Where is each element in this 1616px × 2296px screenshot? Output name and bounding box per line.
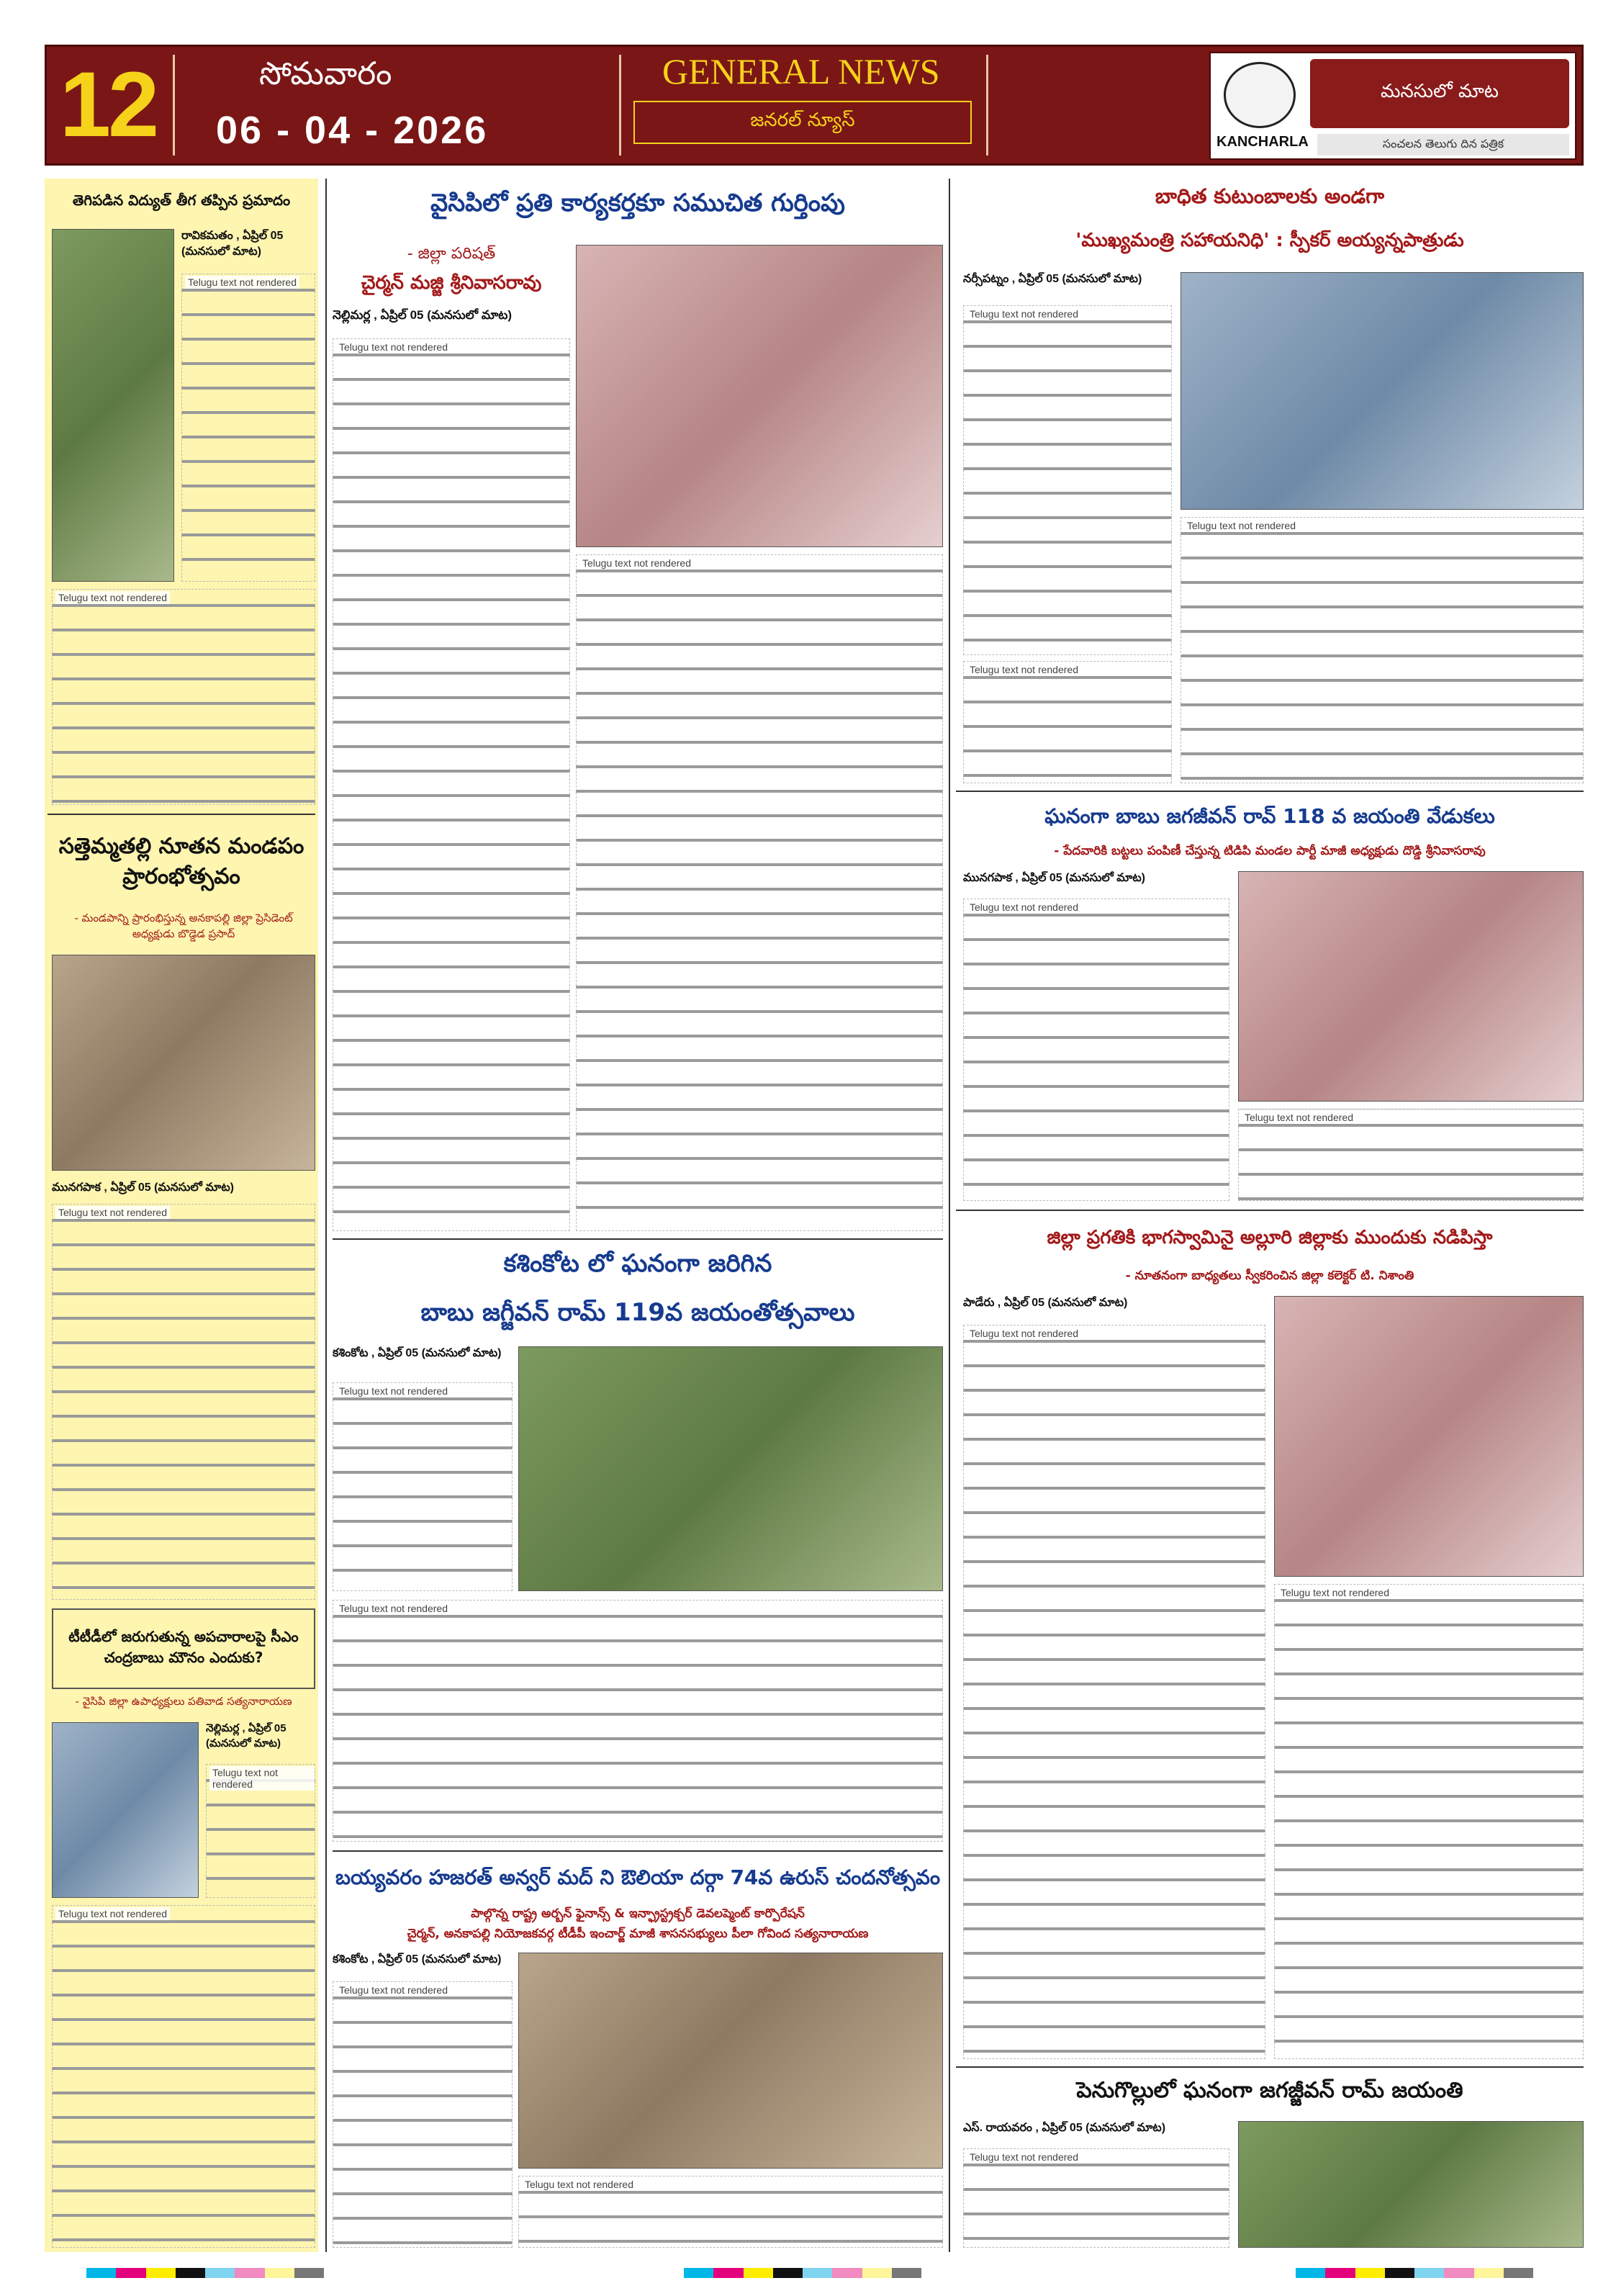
photo [518,1953,943,2169]
color-registration-bar [1296,2268,1533,2278]
photo [1274,1296,1584,1577]
subhead: - వైసిపి జిల్లా ఉపాధ్యక్షులు పతివాడ సత్యనారాయణ [75,1695,292,1708]
headline: బాబు జగ్జీవన్ రామ్ 119వ జయంతోత్సవాలు [420,1298,855,1327]
placeholder-label: Telugu text not rendered [209,1766,315,1791]
divider [956,2066,1584,2068]
photo [576,245,943,547]
article-body [963,1325,1265,2059]
placeholder-label: Telugu text not rendered [967,1327,1081,1340]
placeholder-label: Telugu text not rendered [1242,1111,1356,1124]
dateline: నెల్లిమర్ల , ఏప్రిల్ 05 (మనసులో మాట) [333,308,513,322]
masthead-logo: మనసులో మాట [1310,59,1569,128]
divider [333,1238,943,1240]
article-body [333,338,570,1231]
article-body [52,1204,315,1600]
placeholder-label: Telugu text not rendered [336,341,451,354]
masthead-tagline: సంచలన తెలుగు దిన పత్రిక [1317,134,1569,156]
dateline: పాడేరు , ఏప్రిల్ 05 (మనసులో మాట) [963,1297,1128,1309]
headline: బాధిత కుటుంబాలకు అండగా [1155,184,1385,208]
headline: పెనుగొల్లులో ఘనంగా జగజ్జీవన్ రామ్ జయంతి [1076,2078,1463,2103]
article-body [1181,517,1584,783]
founder-portrait-icon [1224,62,1296,128]
headline: తెగిపడిన విద్యుత్ తీగ తప్పిన ప్రమాదం [72,191,291,209]
placeholder-label: Telugu text not rendered [967,2151,1081,2164]
divider [956,791,1584,792]
column-rule [949,179,950,2252]
header-divider [986,55,988,156]
placeholder-label: Telugu text not rendered [336,1984,451,1996]
article-body [963,661,1172,783]
page-number: 12 [59,53,157,156]
headline: కశింకోట లో ఘనంగా జరిగిన [503,1249,772,1278]
placeholder-label: Telugu text not rendered [55,1907,170,1920]
placeholder-label: Telugu text not rendered [579,557,694,570]
header-date: 06 - 04 - 2026 [216,109,489,152]
placeholder-label: Telugu text not rendered [55,591,170,604]
dateline: రావికమతం , ఏప్రిల్ 05 (మనసులో మాట) [181,230,284,258]
dateline: మునగపాక , ఏప్రిల్ 05 (మనసులో మాట) [963,872,1146,884]
article-body [333,1382,513,1591]
header-divider [173,55,175,156]
photo [1181,272,1584,510]
dateline: ఎస్. రాయవరం , ఏప్రిల్ 05 (మనసులో మాట) [963,2122,1166,2134]
headline: 'ముఖ్యమంత్రి సహాయనిధి' : స్పీకర్ అయ్యన్నపాత్రుడు [1075,230,1464,251]
divider [48,814,315,815]
article-body [181,274,315,582]
placeholder-label: Telugu text not rendered [1184,519,1299,532]
article-body [963,899,1229,1201]
subhead: చైర్మన్, అనకాపల్లి నియోజకవర్గ టీడీపీ ఇంచార్జ్ మాజీ శాసనసభ్యులు పీలా గోవింద సత్యనారాయణ [407,1927,869,1941]
article-body [333,1981,513,2248]
photo [52,229,174,582]
placeholder-label: Telugu text not rendered [1278,1586,1392,1599]
placeholder-label: Telugu text not rendered [336,1602,451,1615]
dateline: కశింకోట , ఏప్రిల్ 05 (మనసులో మాట) [333,1347,502,1359]
photo [52,1722,199,1898]
article-body [963,2148,1229,2248]
placeholder-label: Telugu text not rendered [967,663,1081,676]
article-body [52,1905,315,2248]
divider [956,1210,1584,1211]
color-registration-bar [86,2268,324,2278]
headline: బయ్యవరం హజరత్ అన్వర్ మద్ ని ఔలియా దర్గా 74వ ఉరుస్ చందనోత్సవం [335,1865,941,1889]
headline: సత్తెమ్మతల్లి నూతన మండపం ప్రారంభోత్సవం [58,834,304,889]
placeholder-label: Telugu text not rendered [185,276,299,289]
article-body [576,554,943,1231]
photo [1238,2121,1584,2248]
placeholder-label: Telugu text not rendered [336,1385,451,1397]
dateline: నెల్లిమర్ల , ఏప్రిల్ 05 (మనసులో మాట) [206,1722,286,1750]
placeholder-label: Telugu text not rendered [967,307,1081,320]
placeholder-label: Telugu text not rendered [55,1206,170,1219]
headline: వైసిపిలో ప్రతి కార్యకర్తకూ సముచిత గుర్తింపు [430,189,845,217]
headline: జిల్లా ప్రగతికి భాగస్వామినై అల్లూరి జిల్లాకు ముందుకు నడిపిస్తా [1047,1227,1493,1248]
subhead: - జిల్లా పరిషత్ [407,245,496,263]
section-title-en: GENERAL NEWS [662,51,940,91]
subhead: - నూతనంగా బాధ్యతలు స్వీకరించిన జిల్లా కలెక్టర్ టి. నిశాంతి [1125,1269,1414,1283]
header-divider [619,55,621,156]
photo [1238,871,1584,1102]
article-body [206,1764,315,1898]
dateline: మునగపాక , ఏప్రిల్ 05 (మనసులో మాట) [52,1181,235,1194]
headline: ఘనంగా బాబు జగజీవన్ రావ్ 118 వ జయంతి వేడుకలు [1044,804,1495,828]
founder-name: KANCHARLA [1216,134,1309,150]
photo [518,1346,943,1591]
color-registration-bar [684,2268,921,2278]
dateline: నర్సీపట్నం , ఏప్రిల్ 05 (మనసులో మాట) [963,273,1142,285]
headline: టీటీడీలో జరుగుతున్న అపచారాలపై సీఎం చంద్రబాబు మౌనం ఎందుకు? [52,1608,315,1689]
article-body [518,2176,943,2248]
subhead: పాల్గొన్న రాష్ట్ర అర్బన్ ఫైనాన్స్ & ఇన్ఫ్రాస్ట్రక్చర్ డెవలప్మెంట్ కార్పొరేషన్ [471,1906,805,1921]
article-body [333,1600,943,1842]
subhead: - మండపాన్ని ప్రారంభిస్తున్న అనకాపల్లి జిల్లా ప్రెసిడెంట్ అధ్యక్షుడు బొడ్డెడ ప్రసాద్ [74,911,293,940]
header-day: సోమవారం [259,56,392,91]
column-rule [325,179,327,2252]
placeholder-label: Telugu text not rendered [967,901,1081,914]
article-body [1274,1584,1584,2059]
article-body [52,589,315,805]
subhead: చైర్మన్ మజ్జి శ్రీనివాసరావు [361,272,542,294]
dateline: కశింకోట , ఏప్రిల్ 05 (మనసులో మాట) [333,1953,502,1966]
divider [333,1850,943,1852]
article-body [963,305,1172,655]
placeholder-label: Telugu text not rendered [522,2178,636,2191]
article-body [1238,1109,1584,1201]
section-title-te: జనరల్ న్యూస్ [633,101,972,144]
photo [52,955,315,1171]
subhead: - పేదవారికి బట్టలు పంపిణీ చేస్తున్న టిడిపి మండల పార్టీ మాజీ అధ్యక్షుడు దొడ్డి శ్రీనివాసరావు [1054,844,1486,858]
